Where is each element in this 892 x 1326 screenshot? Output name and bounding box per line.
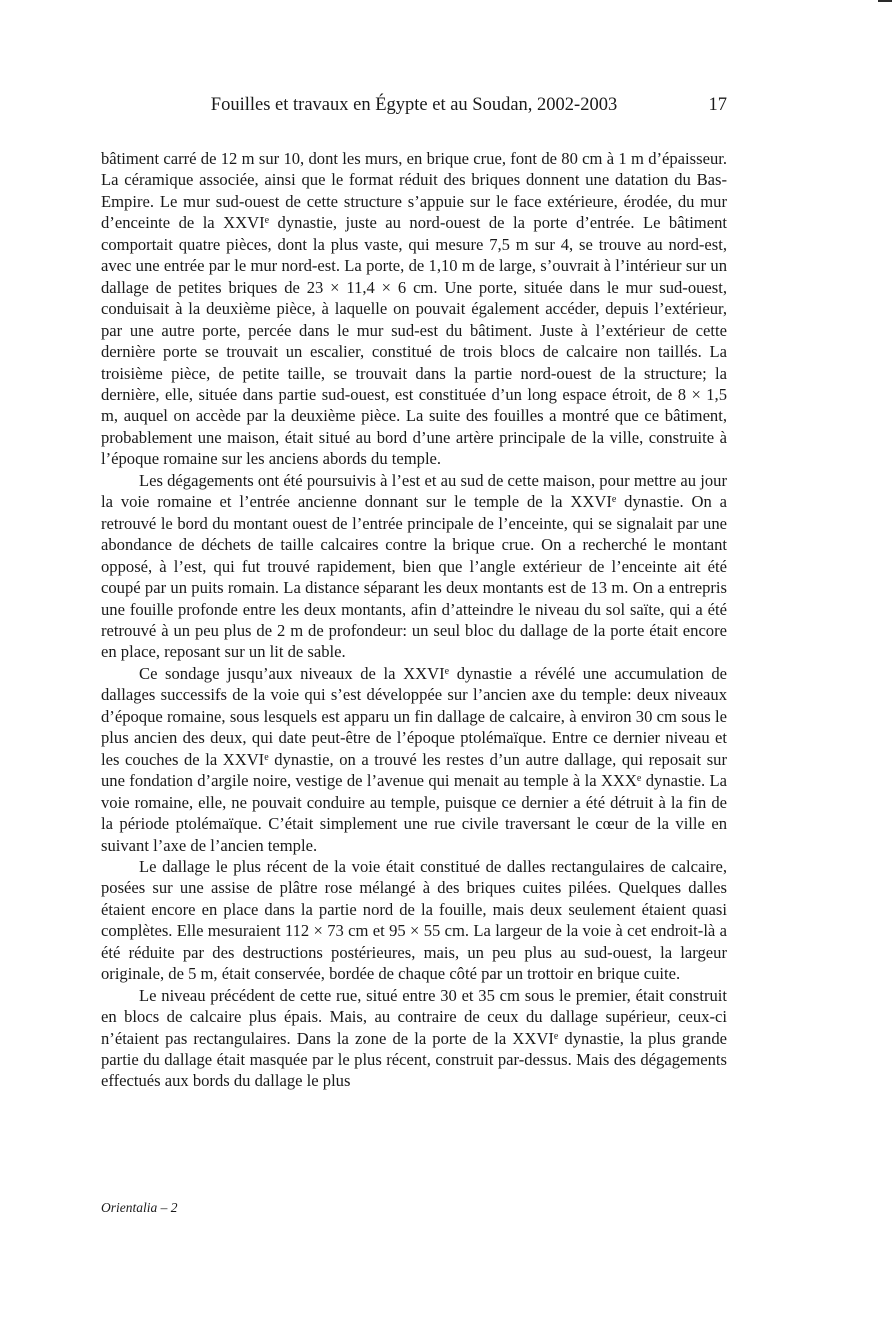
body-text [101,148,727,1092]
paragraph-1: bâtiment carré de 12 m sur 10, dont les murs, en brique crue, font de 80 cm à 1 m d’épaisseur. La céramique associée, ainsi que le format réduit des briques donnent une datation du Bas-Empire. Le mur sud-ouest de cette structure s’appuie sur le face extérieure, érodée, du mur d’enceinte de la XXVIe dynastie, juste au nord-ouest de la porte d’entrée. Le bâtiment comportait quatre pièces, dont la plus vaste, qui mesure 7,5 m sur 4, se trouve au nord-est, avec une entrée par le mur nord-est. La porte, de 1,10 m de large, s’ouvrait à l’intérieur sur un dallage de petites briques de 23 × 11,4 × 6 cm. Une porte, située dans le mur sud-ouest, conduisait à la deuxième pièce, à laquelle on pouvait également accéder, depuis l’extérieur, par une autre porte, percée dans le mur sud-est du bâtiment. Juste à l’extérieur de cette dernière porte se trouvait un escalier, constitué de trois blocs de calcaire non taillés. La troisième pièce, de petite taille, se trouvait dans la partie nord-ouest de la structure; la dernière, elle, située dans partie sud-ouest, est constituée d’un long espace étroit, de 8 × 1,5 m, auquel on accède par la deuxième pièce. La suite des fouilles a montré que ce bâtiment, probablement une maison, était situé au bord d’une artère principale de la ville, construite à l’époque romaine sur les anciens abords du temple. [101,149,727,469]
paragraph-4: Le dallage le plus récent de la voie était constitué de dalles rectangulaires de calcaire, posées sur une assise de plâtre rose mélangé à des briques cuites pilées. Quelques dalles étaient encore en place dans la partie nord de la fouille, mais deux seulement étaient quasi complètes. Elle mesuraient 112 × 73 cm et 95 × 55 cm. La largeur de la voie à cet endroit-là a été réduite par des destructions postérieures, mais, un peu plus au sud-ouest, la largeur originale, de 5 m, était conservée, bordée de chaque côté par un trottoir en brique cuite. [101,856,727,984]
paragraph-5: Le niveau précédent de cette rue, situé entre 30 et 35 cm sous le premier, était construit en blocs de calcaire plus épais. Mais, au contraire de ceux du dallage supérieur, ceux-ci n’étaient pas rectangulaires. Dans la zone de la porte de la XXVIe dynastie, la plus grande partie du dallage était masquée par le plus récent, construit par-dessus. Mais des dégagements effectués aux bords du dallage le plus [101,985,727,1091]
paragraph-2: Les dégagements ont été poursuivis à l’est et au sud de cette maison, pour mettre au jour la voie romaine et l’entrée ancienne donnant sur le temple de la XXVIe dynastie. On a retrouvé le bord du montant ouest de l’entrée principale de l’enceinte, qui se signalait par une abondance de déchets de taille calcaires contre la brique crue. On a recherché le montant opposé, à l’est, qui fut trouvé rapidement, bien que l’angle extérieur de l’enceinte ait été coupé par un puits romain. La distance séparant les deux montants est de 13 m. On a entrepris une fouille profonde entre les deux montants, afin d’atteindre le niveau du sol saïte, qui a été retrouvé à un peu plus de 2 m de profondeur: un seul bloc du dallage de la porte était encore en place, reposant sur un lit de sable. [101,470,727,662]
scan-edge-mark [878,0,892,2]
running-title: Fouilles et travaux en Égypte et au Soudan, 2002-2003 [210,95,618,115]
running-head [101,92,727,122]
page-number: 17 [708,95,727,115]
paragraph-3: Ce sondage jusqu’aux niveaux de la XXVIe dynastie a révélé une accumulation de dallages successifs de la voie qui s’est développée sur l’ancien axe du temple: deux niveaux d’époque romaine, sous lesquels est apparu un fin dallage de calcaire, à environ 30 cm sous le plus ancien des deux, qui date peut-être de l’époque ptolémaïque. Entre ce dernier niveau et les couches de la XXVIe dynastie, on a trouvé les restes d’un autre dallage, qui reposait sur une fondation d’argile noire, vestige de l’avenue qui menait au temple à la XXXe dynastie. La voie romaine, elle, ne pouvait conduire au temple, puisque ce dernier a été détruit à la fin de la période ptolémaïque. C’était simplement une rue civile traversant le cœur de la ville en suivant l’axe de l’ancien temple. [101,663,727,855]
signature-mark: Orientalia – 2 [101,1200,178,1215]
